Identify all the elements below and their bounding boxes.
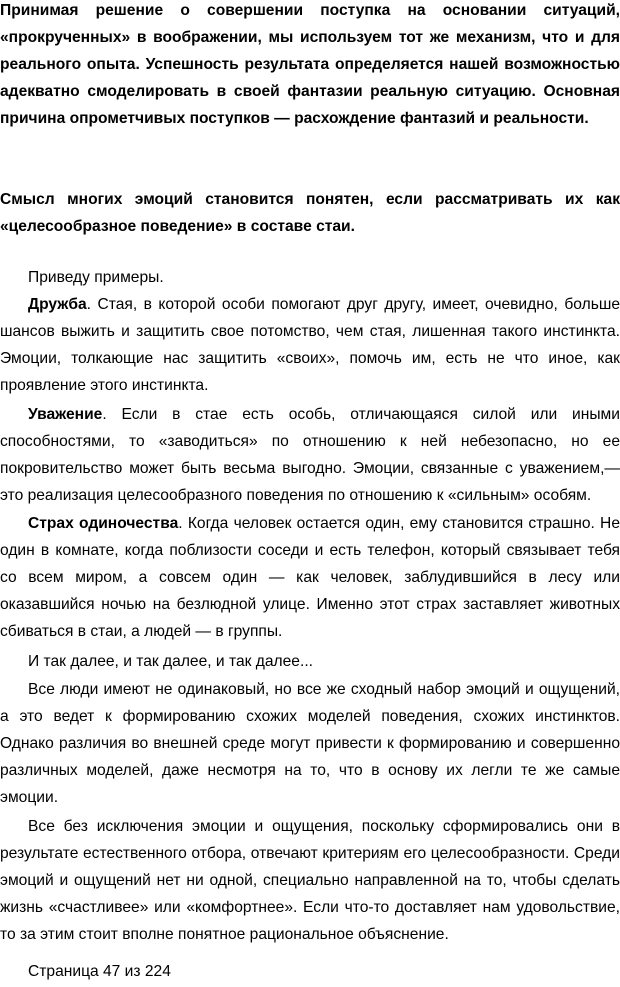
term-respect: Уважение (28, 406, 103, 423)
term-fear-of-loneliness: Страх одиночества (28, 515, 179, 532)
paragraph-and-so-on: И так далее, и так далее, и так далее... (28, 653, 313, 670)
respect-text: . Если в стае есть особь, отличающаяся силой или иными способностями, то «заводиться» по отношению к ней небезопасно, но ее покровительство может быть весьма выгодно. Эмоции, связанные с уважением,— это реализация целесообразного поведения по отношению к «сильным» особям. (0, 406, 620, 504)
paragraph-fear-of-loneliness (0, 510, 620, 645)
paragraph-friendship (0, 291, 620, 399)
paragraph-natural-selection: Все без исключения эмоции и ощущения, поскольку сформировались они в результате естественного отбора, отвечают критериям его целесообразности. Среди эмоций и ощущений нет ни одной, специально направленной на то, чтобы сделать жизнь «счастливее» или «комфортнее». Если что-то доставляет нам удовольствие, то за этим стоит вполне понятное рациональное объяснение. (0, 818, 620, 943)
fear-of-loneliness-text: . Когда человек остается один, ему становится страшно. Не один в комнате, когда поблизости соседи и есть телефон, который связывает тебя со всем миром, а совсем один — как человек, заблудившийся в лесу или оказавшийся ночью на безлюдной улице. Именно этот страх заставляет животных сбиваться в стаи, а людей — в группы. (0, 515, 620, 640)
paragraph-emotions-meaning: Смысл многих эмоций становится понятен, если рассматривать их как «целесообразное поведение» в составе стаи. (0, 191, 620, 235)
page-number: Страница 47 из 224 (28, 963, 171, 980)
paragraph-respect (0, 401, 620, 509)
friendship-text: . Стая, в которой особи помогают друг другу, имеет, очевидно, больше шансов выжить и защитить свое потомство, чем стая, лишенная такого инстинкта. Эмоции, толкающие нас защитить «своих», помочь им, есть не что иное, как проявление этого инстинкта. (0, 296, 620, 394)
paragraph-examples-intro: Приведу примеры. (28, 269, 164, 286)
paragraph-intro: Принимая решение о совершении поступка на основании ситуаций, «прокрученных» в воображении, мы используем тот же механизм, что и для реального опыта. Успешность результата определяется нашей возможностью адекватно смоделировать в своей фантазии реальную ситуацию. Основная причина опрометчивых поступков — расхождение фантазий и реальности. (0, 2, 620, 127)
paragraph-similar-emotions: Все люди имеют не одинаковый, но все же сходный набор эмоций и ощущений, а это ведет к формированию схожих моделей поведения, схожих инстинктов. Однако различия во внешней среде могут привести к формированию и совершенно различных моделей, даже несмотря на то, что в основу их легли те же самые эмоции. (0, 681, 620, 806)
term-friendship: Дружба (28, 296, 87, 313)
